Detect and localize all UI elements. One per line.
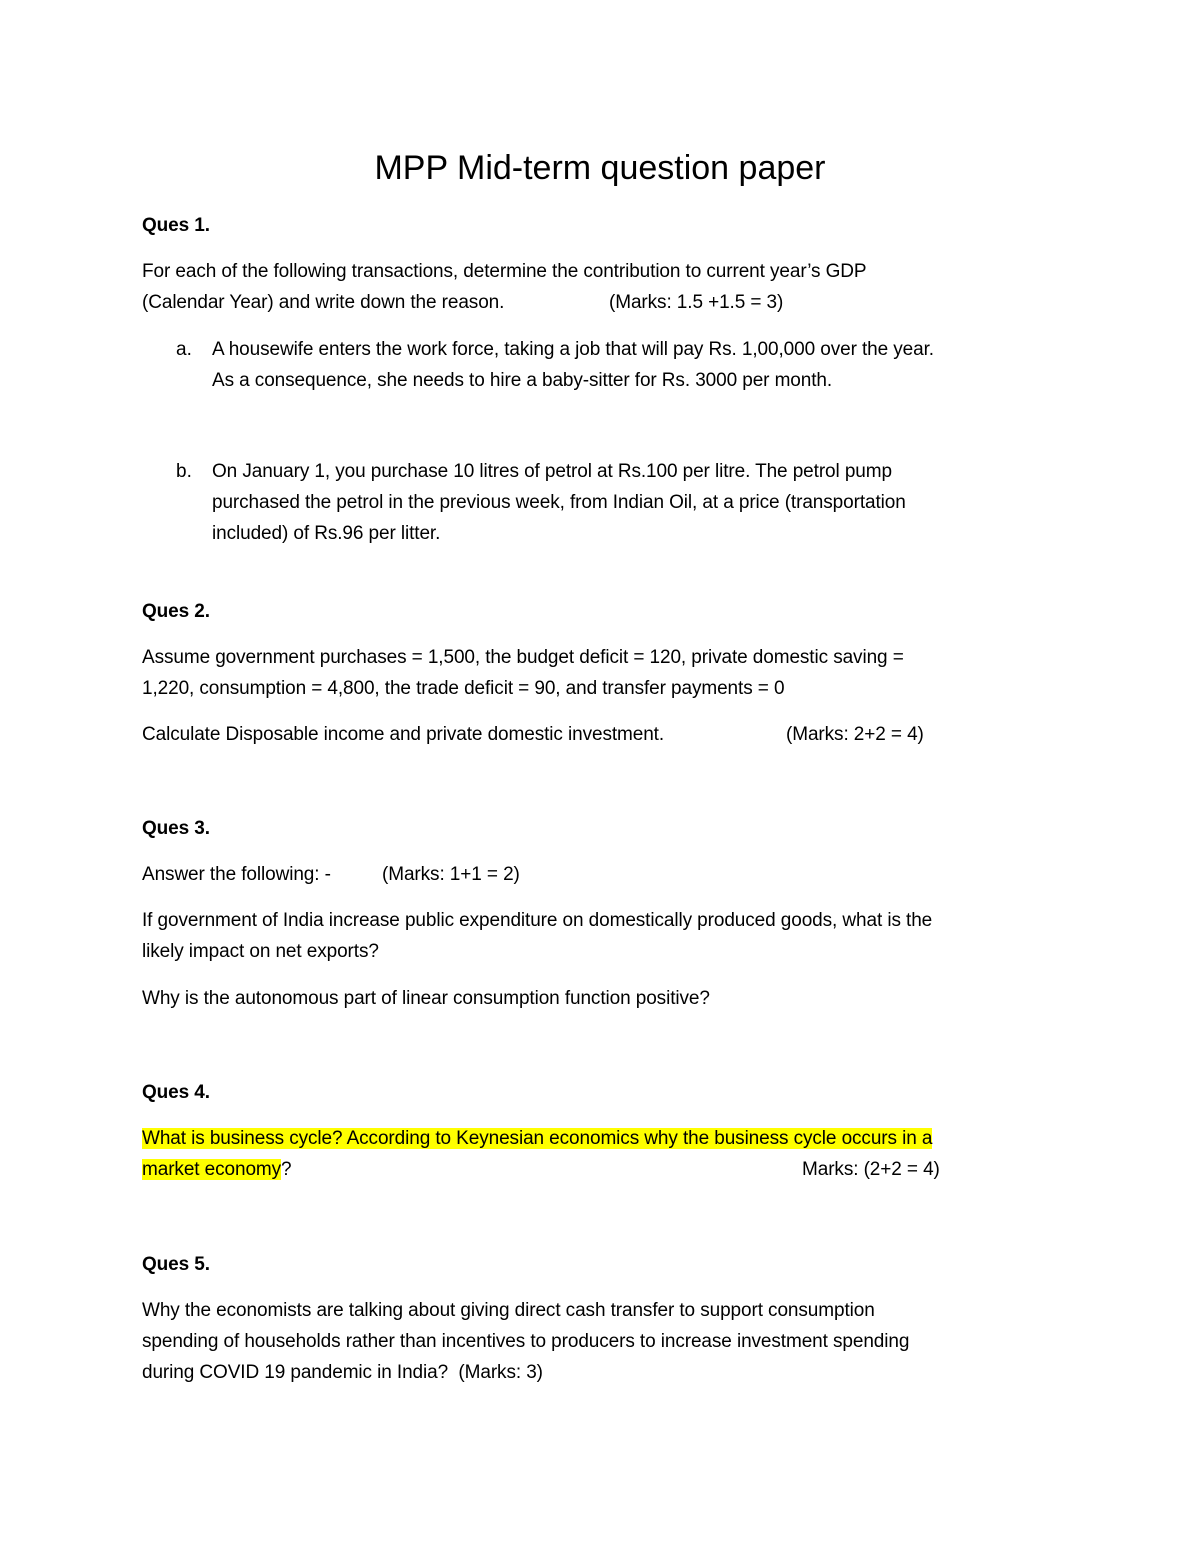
q2-line: Assume government purchases = 1,500, the budget deficit = 120, private domestic saving = — [142, 647, 904, 668]
q4-marks: Marks: (2+2 = 4) — [802, 1159, 940, 1180]
q1-item-b-line: purchased the petrol in the previous week, from Indian Oil, at a price (transportation — [212, 492, 906, 513]
q4-heading: Ques 4. — [142, 1082, 210, 1103]
q1-item-a-line: A housewife enters the work force, taking a job that will pay Rs. 1,00,000 over the year. — [212, 339, 934, 360]
q5-line: spending of households rather than incentives to producers to increase investment spending — [142, 1331, 910, 1352]
q4-line — [142, 1127, 932, 1151]
q3-part2: Why is the autonomous part of linear consumption function positive? — [142, 988, 710, 1009]
q1-intro-line: (Calendar Year) and write down the reason. — [142, 292, 505, 313]
q2-heading: Ques 2. — [142, 601, 210, 622]
page-title: MPP Mid-term question paper — [374, 149, 826, 187]
q3-heading: Ques 3. — [142, 818, 210, 839]
q5-line: Why the economists are talking about giving direct cash transfer to support consumption — [142, 1300, 875, 1321]
q1-intro-line: For each of the following transactions, determine the contribution to current year’s GDP — [142, 261, 867, 282]
q5-line: during COVID 19 pandemic in India? (Marks: 3) — [142, 1362, 543, 1383]
q1-heading: Ques 1. — [142, 215, 210, 236]
q1-item-label: a. — [176, 339, 192, 360]
q3-intro: Answer the following: - — [142, 864, 331, 885]
q2-marks: (Marks: 2+2 = 4) — [786, 724, 924, 745]
q4-line — [142, 1158, 292, 1182]
q3-marks: (Marks: 1+1 = 2) — [382, 864, 520, 885]
q1-item-a-line: As a consequence, she needs to hire a baby-sitter for Rs. 3000 per month. — [212, 370, 833, 391]
q3-part1-line: likely impact on net exports? — [142, 941, 379, 962]
q4-highlighted-text: market economy — [142, 1159, 282, 1180]
q5-heading: Ques 5. — [142, 1254, 210, 1275]
q1-marks: (Marks: 1.5 +1.5 = 3) — [609, 292, 784, 313]
q1-item-label: b. — [176, 461, 192, 482]
q1-item-b-line: On January 1, you purchase 10 litres of petrol at Rs.100 per litre. The petrol pump — [212, 461, 892, 482]
q2-task: Calculate Disposable income and private domestic investment. — [142, 724, 665, 745]
q4-highlighted-text: What is business cycle? According to Keynesian economics why the business cycle occurs in a — [142, 1128, 933, 1149]
q4-question-mark: ? — [281, 1159, 292, 1180]
q3-part1-line: If government of India increase public expenditure on domestically produced goods, what is the — [142, 910, 933, 931]
q2-line: 1,220, consumption = 4,800, the trade deficit = 90, and transfer payments = 0 — [142, 678, 785, 699]
q1-item-b-line: included) of Rs.96 per litter. — [212, 523, 441, 544]
